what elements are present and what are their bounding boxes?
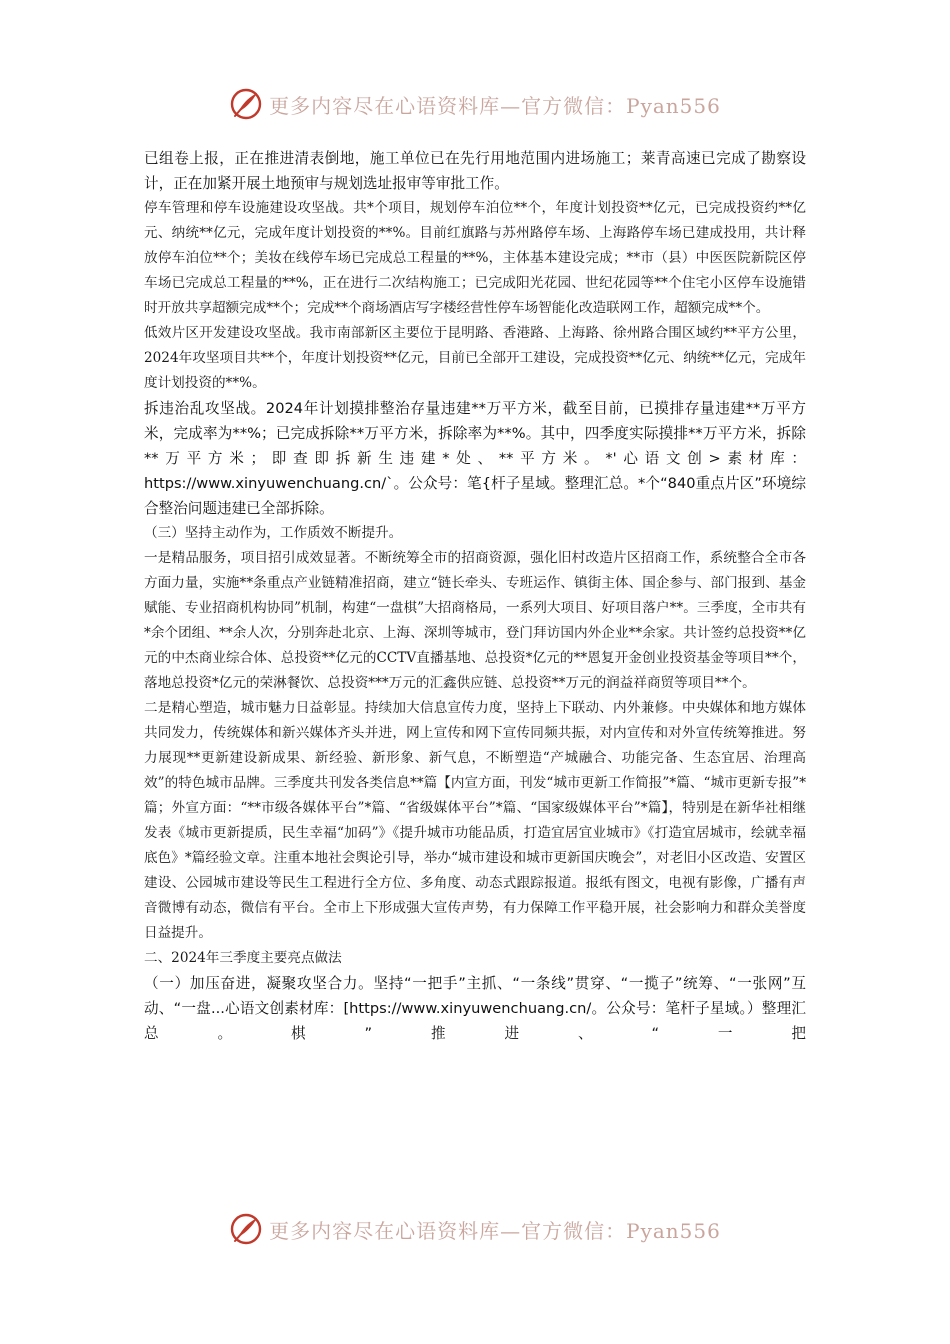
quill-logo-icon bbox=[229, 87, 263, 121]
header-banner bbox=[0, 84, 950, 124]
paragraph-investment-service: 一是精品服务，项目招引成效显著。不断统筹全市的招商资源，强化旧村改造片区招商工作，系统整合全市各方面力量，实施**条重点产业链精准招商，建立“链长牵头、专班运作、镇街主体、国企参与、部门报到、基金赋能、专业招商机构协同”机制，构建“一盘棋”大招商格局，一系列大项目、好项目落户**。三季度，全市共有*余个团组、**余人次，分别奔赴北京、上海、深圳等城市，登门拜访国内外企业**余家。共计签约总投资**亿元的中杰商业综合体、总投资**亿元的CCTV直播基地、总投资*亿元的**恩复开金创业投资基金等项目**个，落地总投资*亿元的荣淋餐饮、总投资***万元的汇鑫供应链、总投资**万元的润益祥商贸等项目**个。 bbox=[144, 550, 806, 691]
banner-text: 更多内容尽在心语资料库—官方微信：Pyan556 bbox=[269, 93, 721, 118]
paragraph-parking: 停车管理和停车设施建设攻坚战。共*个项目，规划停车泊位**个，年度计划投资**亿元，已完成投资约**亿元、纳统**亿元，完成年度计划投资的**%。目前红旗路与苏州路停车场、上海路停车场已建成投用，共计释放停车泊位**个；美妆在线停车场已完成总工程量的**%，主体基本建设完成；**市（县）中医医院新院区停车场已完成总工程量的**%，正在进行二次结构施工；已完成阳光花园、世纪花园等**个住宅小区停车设施错时开放共享超额完成**个；完成**个商场酒店写字楼经营性停车场智能化改造联网工作，超额完成**个。 bbox=[144, 200, 806, 316]
paragraph-city-publicity: 二是精心塑造，城市魅力日益彰显。持续加大信息宣传力度，坚持上下联动、内外兼修。中央媒体和地方媒体共同发力，传统媒体和新兴媒体齐头并进，网上宣传和网下宣传同频共振，对内宣传和对外宣传统筹推进。努力展现**更新建设新成果、新经验、新形象、新气息，不断塑造“产城融合、功能完备、生态宜居、治理高效”的特色城市品牌。三季度共刊发各类信息**篇【内宣方面，刊发“城市更新工作简报”*篇、“城市更新专报”*篇；外宣方面：“**市级各媒体平台”*篇、“省级媒体平台”*篇、“国家级媒体平台”*篇】，特别是在新华社相继发表《城市更新提质，民生幸福“加码”》《提升城市功能品质，打造宜居宜业城市》《打造宜居城市，绘就幸福底色》*篇经验文章。注重本地社会舆论引导，举办“城市建设和城市更新国庆晚会”，对老旧小区改造、安置区建设、公园城市建设等民生工程进行全方位、多角度、动态式跟踪报道。报纸有图文，电视有影像，广播有声音微博有动态，微信有平台。全市上下形成强大宣传声势，有力保障工作平稳开展，社会影响力和群众美誉度日益提升。 bbox=[144, 700, 806, 941]
section-heading-proactive: （三）坚持主动作为，工作质效不断提升。 bbox=[144, 525, 403, 541]
quill-logo-icon bbox=[229, 1212, 263, 1246]
section-heading-highlights: 二、2024年三季度主要亮点做法 bbox=[144, 950, 342, 966]
document-body bbox=[144, 146, 806, 1046]
paragraph-demolition: 拆违治乱攻坚战。2024年计划摸排整治存量违建**万平方米，截至目前，已摸排存量违建**万平方米，完成率为**%；已完成拆除**万平方米，拆除率为**%。其中，四季度实际摸排**万平方米，拆除**万平方米；即查即拆新生违建*处、**平方米。*'心语文创>素材库：https://www.xinyuwenchuang.cn/`。公众号：笔{杆子星域。整理汇总。*个“840重点片区”环境综合整治问题违建已全部拆除。 bbox=[144, 400, 806, 517]
banner-content bbox=[229, 1212, 721, 1246]
banner-text: 更多内容尽在心语资料库—官方微信：Pyan556 bbox=[269, 1218, 721, 1243]
paragraph-joint-effort: （一）加压奋进，凝聚攻坚合力。坚持“一把手”主抓、“一条线”贯穿、“一揽子”统筹、“一张网”互动、“一盘...心语文创素材库：[https://www.xinyuwenchuang.cn/。公众号：笔杆子星域。）整理汇总。棋”推进、“一把 bbox=[144, 975, 806, 1042]
footer-banner bbox=[0, 1209, 950, 1249]
paragraph-low-efficiency-area: 低效片区开发建设攻坚战。我市南部新区主要位于昆明路、香港路、上海路、徐州路合围区域约**平方公里，2024年攻坚项目共**个，年度计划投资**亿元，目前已全部开工建设，完成投资**亿元、纳统**亿元，完成年度计划投资的**%。 bbox=[144, 325, 806, 391]
banner-content bbox=[229, 87, 721, 121]
paragraph-project-approval: 已组卷上报，正在推进清表倒地，施工单位已在先行用地范围内进场施工；莱青高速已完成了勘察设计，正在加紧开展土地预审与规划选址报审等审批工作。 bbox=[144, 150, 806, 192]
